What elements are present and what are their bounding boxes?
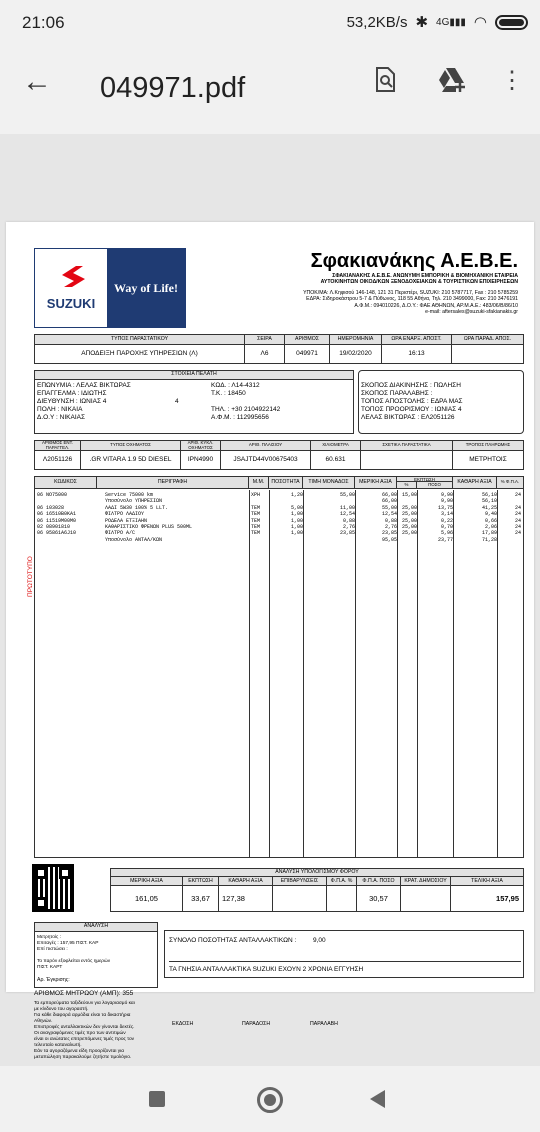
legal-notes (34, 1001, 164, 1061)
table-cell: 06 NO75000 (37, 492, 68, 498)
table-cell: 1,00 (290, 524, 303, 530)
note-line: Επιστροφές ανταλλακτικών δεν γίνονται δεκτές. (34, 1025, 135, 1030)
table-cell: 23,85 (381, 530, 397, 537)
table-cell: 25,00 (401, 524, 417, 530)
recents-icon[interactable] (149, 1091, 165, 1107)
table-cell: 2,76 (384, 524, 397, 530)
find-in-page-icon[interactable] (365, 60, 405, 100)
table-cell: 17,89 (481, 530, 497, 537)
tax-table: ΑΝΑΛΥΣΗ ΥΠΟΛΟΓΙΣΜΟΥ ΦΟΡΟΥ ΜΕΡΙΚΗ ΑΞΙΑ ΕΚΠΤΩΣΗ ΚΑΘΑΡΗ ΑΞΙΑ ΕΠΙΒΑΡΥΝΣΕΙΣ Φ.Π.Α. % Φ.Π.Α. ΠΟΣΟ ΚΡΑΤ. ΔΗΜΟΣΙΟΥ ΤΕΛΙΚΗ ΑΞΙΑ 161,05 33,67 127,38 30,57 157,95 (110, 868, 524, 912)
table-cell: 9,90 (440, 498, 453, 505)
app-bar (0, 46, 540, 134)
table-cell: 56,10 (481, 492, 497, 498)
table-cell: 12,54 (381, 511, 397, 518)
table-cell: 0,88 (384, 517, 397, 524)
table-cell: 9,40 (484, 511, 497, 518)
table-cell: 06 11519M00M0 (37, 517, 77, 524)
column-lines (35, 490, 523, 858)
table-cell: 41,25 (481, 504, 497, 511)
table-cell: 5,00 (290, 504, 303, 511)
table-cell: 2,76 (342, 524, 355, 530)
table-cell: 13,75 (437, 504, 453, 511)
note-line: Οι αναγραφόμενες τιμές προ των αντιτιμών (34, 1031, 126, 1036)
table-cell: ΦΙΛΤΡΟ ΛΑΔΙΟΥ (105, 511, 145, 518)
status-bar (0, 0, 540, 46)
table-cell: 25,00 (401, 504, 417, 511)
table-cell: ΡΟΔΕΛΑ ΕΤΞΙΑΗΝ (105, 517, 148, 524)
table-cell: 24 (514, 517, 521, 524)
wifi-icon: ◠ (473, 14, 487, 31)
table-cell: 1,00 (290, 517, 303, 524)
back-nav-icon[interactable] (370, 1090, 386, 1108)
table-cell: ΤΕΜ (251, 511, 261, 518)
table-cell: ΦΙΛΤΡΟ Α/C (105, 530, 136, 537)
bluetooth-icon: ✱ (415, 14, 429, 31)
document-title: 049971.pdf (100, 72, 246, 104)
note-line: τελευταίο καταναλωτή. (34, 1043, 82, 1048)
table-cell: 95,05 (381, 536, 397, 543)
table-cell: 66,00 (381, 492, 397, 498)
qr-code (32, 864, 74, 912)
sign-issue: ΕΚΔΟΣΗ (172, 1021, 194, 1027)
summary-box: ΣΥΝΟΛΟ ΠΟΣΟΤΗΤΑΣ ΑΝΤΑΛΛΑΚΤΙΚΩΝ : 9,00 ΤΑ ΓΝΗΣΙΑ ΑΝΤΑΛΛΑΚΤΙΚΑ SUZUKI ΕΧΟΥΝ 2 ΧΡΟΝΙΑ ΕΓΓΥΗΣΗ (164, 930, 524, 978)
note-line: Αθηνών. (34, 1019, 53, 1024)
table-row (35, 537, 523, 543)
table-cell: ΚΑΘΑΡΙΣΤΙΚΟ ΦΡΕΝΩΝ PLUS 500ML (105, 524, 193, 530)
table-cell: 11,00 (339, 504, 355, 511)
table-cell: 0,22 (440, 517, 453, 524)
signal-icon: 4G▮▮▮ (436, 16, 466, 28)
navigation-bar (0, 1066, 540, 1132)
table-cell: 0,70 (440, 524, 453, 530)
table-cell: 06 103028 (37, 504, 65, 511)
battery-icon (495, 15, 528, 30)
table-cell: 56,10 (481, 498, 497, 505)
table-cell: Υποσύνολο ΥΠΗΡΕΣΙΩΝ (105, 498, 163, 505)
note-line: Για κάθε διαφορά αρμόδια είναι τα δικαστήρια (34, 1013, 131, 1018)
table-cell: 24 (514, 492, 521, 498)
table-cell: 02 08901810 (37, 524, 71, 530)
table-cell: 1,00 (290, 530, 303, 537)
home-icon[interactable] (257, 1087, 283, 1113)
table-cell: 2,06 (484, 524, 497, 530)
table-cell: Service 75000 km (105, 492, 154, 498)
note-line: Τα εμπορεύματα ταξιδεύουν για λογαριασμό και (34, 1001, 135, 1006)
back-arrow-icon[interactable]: ← (22, 65, 52, 98)
table-cell: 1,20 (290, 492, 303, 498)
note-line: είναι οι ανώτατες επιτρεπόμενες τιμές προς τον (34, 1037, 135, 1042)
table-cell: 23,85 (339, 530, 355, 537)
table-cell: 1,00 (290, 511, 303, 518)
original-watermark: ΠΡΩΤΟΤΥΠΟ (27, 556, 34, 597)
table-cell: 12,54 (339, 511, 355, 518)
table-cell: 15,00 (401, 492, 417, 498)
customer-box: ΣΤΟΙΧΕΙΑ ΠΕΛΑΤΗ ΕΠΩΝΥΜΙΑ : ΛΕΛΑΣ ΒΙΚΤΩΡΑΣ ΕΠΑΓΓΕΛΜΑ : ΙΔΙΩΤΗΣ ΔΙΕΥΘΥΝΣΗ : ΙΩΝΙΑΣ 4 ΠΟΛΗ : ΝΙΚΑΙΑ Δ.Ο.Υ : ΝΙΚΑΙΑΣ 4 ΚΩΔ. : Λ14-4312 Τ.Κ. : 18450 ΤΗΛ. : +30 2104922142 Α.Φ.Μ. : 112995656 (34, 370, 354, 434)
company-header: Σφακιανάκης Α.Ε.Β.Ε. ΣΦΑΚΙΑΝΑΚΗΣ Α.Ε.Β.Ε. ΑΝΩΝΥΜΗ ΕΜΠΟΡΙΚΗ & ΒΙΟΜΗΧΑΝΙΚΗ ΕΤΑΙΡΕΙΑ ΑΥΤΟΚΙΝΗΤΩΝ ΟΙΚΟΔ/ΚΩΝ ΞΕΝΟΔΟΧΕΙΑΚΩΝ & ΤΟΥΡΙΣΤΙΚΩΝ ΕΠΙΧΕΙΡΗΣΕΩΝ ΥΠΟΚ/ΜΑ: Λ.Κηφισού 146-148, 121 31 Περιστέρι, SUZUKI: 210 5787717, Fax : 210 5785259 ΕΔΡΑ: Σιδηροκάστρου 5-7 & Πύθωνος, 118 55 Αθήνα, Τηλ. 210 3499000, Fax: 210 3476191 Α.Φ.Μ.: 094010226, Δ.Ο.Υ.: ΦΑΕ ΑΘΗΝΩΝ, ΑΡ.Μ.Α.Ε.: 483/06/Β/86/10 e-mail: aftersales@suzuki-sfakianakis.gr (303, 250, 518, 316)
table-cell: 25,00 (401, 511, 417, 518)
table-cell: 5,96 (440, 530, 453, 537)
suzuki-logo: SUZUKI Way of Life! (34, 248, 186, 328)
table-cell: 66,00 (381, 498, 397, 505)
table-cell: Υποσύνολο ΑΝΤΑΛ/ΚΩΝ (105, 536, 163, 543)
table-cell: 0,66 (484, 517, 497, 524)
table-cell: 24 (514, 504, 521, 511)
table-cell: 0,88 (342, 517, 355, 524)
table-cell: ΤΕΜ (251, 524, 261, 530)
table-cell: 24 (514, 524, 521, 530)
table-cell: 06 16510B0KA1 (37, 511, 77, 518)
sign-receipt: ΠΑΡΑΛΑΒΗ (310, 1021, 338, 1027)
table-cell: 23,77 (437, 536, 453, 543)
note-line: μεταπώληση παρακαλούμε ζητήστε τιμολόγιο. (34, 1055, 132, 1060)
table-cell: ΛΑΔΙ 5W30 100% 5 LLT. (105, 504, 169, 511)
amp: ΑΡΙΘΜΟΣ ΜΗΤΡΩΟΥ (ΑΜΠ): 355 (34, 990, 134, 997)
table-cell: 71,28 (481, 536, 497, 543)
table-cell: 24 (514, 511, 521, 518)
vehicle-table: ΑΡΙΘΜΟΣ ΕΝΤ. ΠΑΡΑΓΓΕΛ. ΤΥΠΟΣ ΟΧΗΜΑΤΟΣ ΑΡΙΘ. ΚΥΚΛ. ΟΧΗΜΑΤΟΣ ΑΡΙΘ. ΠΛΑΙΣΙΟΥ ΧΙΛΙΟΜΕΤΡΑ ΣΧΕΤΙΚΑ ΠΑΡΑΣΤΑΤΙΚΑ ΤΡΟΠΟΣ ΠΛΗΡΩΜΗΣ Λ2051126 .GR VITARA 1.9 5D DIESEL IPN4990 JSAJTD44V00675403 60.631 ΜΕΤΡΗΤΟΙΣ (34, 440, 524, 470)
sign-delivery: ΠΑΡΑΔΟΣΗ (242, 1021, 271, 1027)
table-cell: 9,90 (440, 492, 453, 498)
add-to-drive-icon[interactable] (432, 60, 472, 100)
table-cell: ΤΕΜ (251, 517, 261, 524)
table-cell: ΤΕΜ (251, 530, 261, 537)
more-options-icon[interactable]: ⋮ (500, 66, 524, 94)
table-cell: 55,00 (339, 492, 355, 498)
table-cell: 25,00 (401, 530, 417, 537)
clock: 21:06 (22, 13, 65, 32)
table-cell: 24 (514, 530, 521, 537)
table-cell: 3,14 (440, 511, 453, 518)
suzuki-s-icon (56, 266, 86, 294)
table-cell: ΤΕΜ (251, 504, 261, 511)
table-cell: 55,00 (381, 504, 397, 511)
table-cell: 06 95861A6J10 (37, 530, 77, 537)
payment-analysis: ΑΝΑΛΥΣΗ Μετρητοίς : Επιταγές : 157,95 ΠΙΣΤ. ΚΑΡ Επί πιστώσει : Το παρόν εξοφλείται εντός ημερών ΠΙΣΤ. ΚΑΡΤ Αρ. Έγκρισης: (34, 922, 158, 988)
network-speed: 53,2KB/s (346, 13, 408, 31)
table-cell: 25,00 (401, 517, 417, 524)
shipping-box: ΣΚΟΠΟΣ ΔΙΑΚΙΝΗΣΗΣ : ΠΩΛΗΣΗ ΣΚΟΠΟΣ ΠΑΡΑΛΑΒΗΣ : ΤΟΠΟΣ ΑΠΟΣΤΟΛΗΣ : ΕΔΡΑ ΜΑΣ ΤΟΠΟΣ ΠΡΟΟΡΙΣΜΟΥ : ΙΩΝΙΑΣ 4 ΛΕΛΑΣ ΒΙΚΤΩΡΑΣ : ΕΛ2051126 (358, 370, 524, 434)
note-line: με κίνδυνο του αγοραστή. (34, 1007, 89, 1012)
table-cell: ΧΡΗ (251, 492, 261, 498)
pdf-page (6, 222, 534, 997)
doc-type-table: ΤΥΠΟΣ ΠΑΡΑΣΤΑΤΙΚΟΥ ΣΕΙΡΑ ΑΡΙΘΜΟΣ ΗΜΕΡΟΜΗΝΙΑ ΩΡΑ ΕΝΑΡΞ. ΑΠΟΣΤ. ΩΡΑ ΠΑΡΑΔ. ΑΠΟΣ. ΑΠΟΔΕΙΞΗ ΠΑΡΟΧΗΣ ΥΠΗΡΕΣΙΩΝ (Λ) Λ6 049971 19/02/2020 16:13 (34, 334, 524, 364)
lines-table: ΚΩΔΙΚΟΣ ΠΕΡΙΓΡΑΦΗ Μ.Μ. ΠΟΣΟΤΗΤΑ ΤΙΜΗ ΜΟΝΑΔΟΣ ΜΕΡΙΚΗ ΑΞΙΑ ΕΚΠΤΩΣΗ % ΠΟΣΟ ΚΑΘΑΡΗ ΑΞΙΑ % Φ.Π.Α. 06 NO75000 Service 75000 km ΧΡΗ 1,20 55,00 66,00 15,00 9,90 56,10 24 Υποσύνολο ΥΠΗΡΕΣΙΩΝ 66,00 9,90 56,10 06 103028 ΛΑΔΙ 5W30 100% 5 LLT. ΤΕΜ 5,00 11,00 55,00 25,00 13,75 41,25 24 06 16510B0KA1 ΦΙΛΤΡΟ ΛΑΔΙΟΥ ΤΕΜ 1,00 12,54 12,54 25,00 3,14 9,40 24 06 11519M00M0 ΡΟΔΕΛΑ ΕΤΞΙΑΗΝ ΤΕΜ 1,00 0,88 0,88 25,00 0,22 0,66 24 02 08901810 ΚΑΘΑΡΙΣΤΙΚΟ ΦΡΕΝΩΝ PLUS 500ML ΤΕΜ 1,00 2,76 2,76 25,00 0,70 2,06 24 06 95861A6J10 ΦΙΛΤΡΟ Α/C ΤΕΜ 1,00 23,85 23,85 25,00 5,96 17,89 24 Υποσύνολο ΑΝΤΑΛ/ΚΩΝ 95,05 23,77 71,28 ΠΡΩΤΟΤΥΠΟ (34, 476, 524, 858)
note-line: Εάν τα αγοραζόμενα είδη προορίζονται για (34, 1049, 124, 1054)
pdf-viewer[interactable] (0, 134, 540, 1066)
